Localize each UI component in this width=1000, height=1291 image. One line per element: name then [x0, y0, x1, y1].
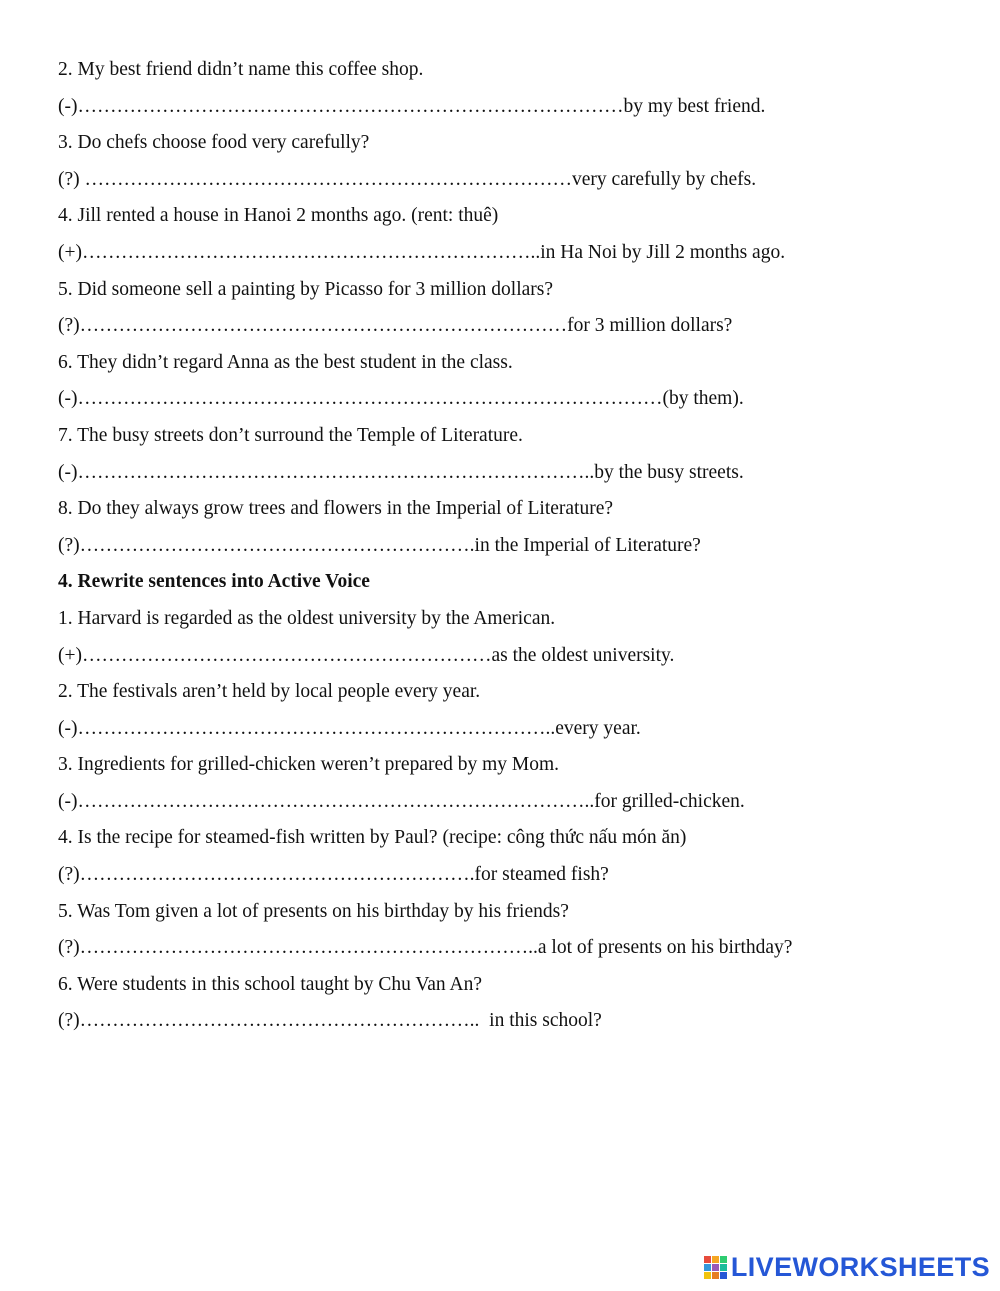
answer-blank[interactable]: ……………………………………………………..: [79, 1010, 485, 1032]
sign-marker: (-): [58, 95, 78, 117]
answer-row: [58, 528, 958, 565]
answer-tail: in this school?: [484, 1010, 602, 1032]
logo-block: [720, 1256, 727, 1263]
logo-text: LIVEWORKSHEETS: [730, 1252, 990, 1282]
question-prompt: 4. Jill rented a house in Hanoi 2 months ago. (rent: thuê): [58, 205, 499, 227]
question-prompt: 7. The busy streets don’t surround the Temple of Literature.: [58, 424, 523, 446]
answer-tail: for steamed fish?: [474, 864, 609, 886]
sign-marker: (?): [58, 315, 80, 337]
answer-row: [58, 235, 958, 272]
section3-item-3: [58, 125, 958, 198]
answer-blank[interactable]: ………………………………………………………………..: [77, 717, 556, 739]
logo-block: [704, 1272, 711, 1279]
answer-row: [58, 930, 958, 967]
section3-item-7: [58, 418, 958, 491]
sign-marker: (+): [58, 241, 82, 263]
question-prompt: 6. They didn’t regard Anna as the best student in the class.: [58, 351, 513, 373]
sign-marker: (+): [58, 644, 82, 666]
answer-blank[interactable]: ……………………………………………………………………..: [77, 790, 595, 812]
question-prompt: 6. Were students in this school taught by Chu Van An?: [58, 973, 482, 995]
answer-row: [58, 638, 958, 675]
answer-tail: by my best friend.: [623, 95, 766, 117]
answer-blank[interactable]: ……………………………………………………………..: [79, 937, 538, 959]
question-prompt: 3. Do chefs choose food very carefully?: [58, 132, 370, 154]
answer-blank[interactable]: …………………………………………………………………………: [77, 95, 624, 117]
answer-blank[interactable]: ……………………………………………………………………..: [77, 461, 595, 483]
section-heading: 4. Rewrite sentences into Active Voice: [58, 571, 370, 593]
question-prompt: 3. Ingredients for grilled-chicken weren’t prepared by my Mom.: [58, 754, 560, 776]
sign-marker: (-): [58, 461, 78, 483]
answer-tail: as the oldest university.: [491, 644, 675, 666]
question-prompt: 2. The festivals aren’t held by local people every year.: [58, 681, 481, 703]
answer-blank[interactable]: ………………………………………………………: [82, 644, 492, 666]
answer-blank[interactable]: …………………………………………………….: [79, 864, 475, 886]
answer-row: [58, 381, 958, 418]
section4-item-5: [58, 894, 958, 967]
answer-blank[interactable]: …………………………………………………………………: [84, 168, 573, 190]
section3-item-6: [58, 345, 958, 418]
answer-row: [58, 162, 958, 199]
question-prompt: 5. Did someone sell a painting by Picasso for 3 million dollars?: [58, 278, 554, 300]
answer-tail: a lot of presents on his birthday?: [537, 937, 793, 959]
sign-marker: (?): [58, 864, 80, 886]
answer-row: [58, 1003, 958, 1040]
section4-item-6: [58, 967, 958, 1040]
answer-tail: by the busy streets.: [594, 461, 744, 483]
answer-tail: for grilled-chicken.: [594, 790, 745, 812]
section3-item-2: [58, 52, 958, 125]
section3-item-8: [58, 491, 958, 564]
section4-item-1: [58, 601, 958, 674]
liveworksheets-logo: [704, 1252, 990, 1283]
question-prompt: 2. My best friend didn’t name this coffee shop.: [58, 59, 424, 80]
answer-blank[interactable]: …………………………………………………….: [79, 534, 475, 556]
question-prompt: 5. Was Tom given a lot of presents on his birthday by his friends?: [58, 900, 569, 922]
answer-row: [58, 857, 958, 894]
sign-marker: (?): [58, 534, 80, 556]
section4-item-3: [58, 747, 958, 820]
sign-marker: (?): [58, 168, 85, 190]
logo-block: [720, 1272, 727, 1279]
logo-block: [712, 1264, 719, 1271]
section4-item-2: [58, 674, 958, 747]
sign-marker: (?): [58, 1010, 80, 1032]
answer-tail: very carefully by chefs.: [572, 168, 757, 190]
answer-tail: for 3 million dollars?: [567, 315, 733, 337]
answer-tail: (by them).: [662, 388, 744, 410]
answer-blank[interactable]: ……………………………………………………………..: [82, 241, 541, 263]
question-prompt: 8. Do they always grow trees and flowers in the Imperial of Literature?: [58, 498, 614, 520]
question-prompt: 4. Is the recipe for steamed-fish written by Paul? (recipe: công thức nấu món ăn): [58, 827, 687, 849]
sign-marker: (-): [58, 388, 78, 410]
answer-row: [58, 784, 958, 821]
answer-row: [58, 89, 958, 126]
section4-item-4: [58, 820, 958, 893]
question-prompt: 1. Harvard is regarded as the oldest university by the American.: [58, 607, 556, 629]
answer-tail: in Ha Noi by Jill 2 months ago.: [540, 241, 786, 263]
answer-blank[interactable]: ………………………………………………………………………………: [77, 388, 663, 410]
sign-marker: (-): [58, 790, 78, 812]
logo-block: [712, 1272, 719, 1279]
logo-block: [704, 1264, 711, 1271]
answer-tail: every year.: [555, 717, 641, 739]
logo-block: [704, 1256, 711, 1263]
answer-row: [58, 308, 958, 345]
section3-item-5: [58, 272, 958, 345]
logo-blocks-icon: [704, 1256, 727, 1279]
answer-tail: in the Imperial of Literature?: [474, 534, 701, 556]
sign-marker: (-): [58, 717, 78, 739]
section3-item-4: [58, 198, 958, 271]
logo-block: [712, 1256, 719, 1263]
sign-marker: (?): [58, 937, 80, 959]
answer-row: [58, 455, 958, 492]
answer-row: [58, 711, 958, 748]
logo-block: [720, 1264, 727, 1271]
answer-blank[interactable]: …………………………………………………………………: [79, 315, 568, 337]
worksheet: [58, 52, 958, 1040]
